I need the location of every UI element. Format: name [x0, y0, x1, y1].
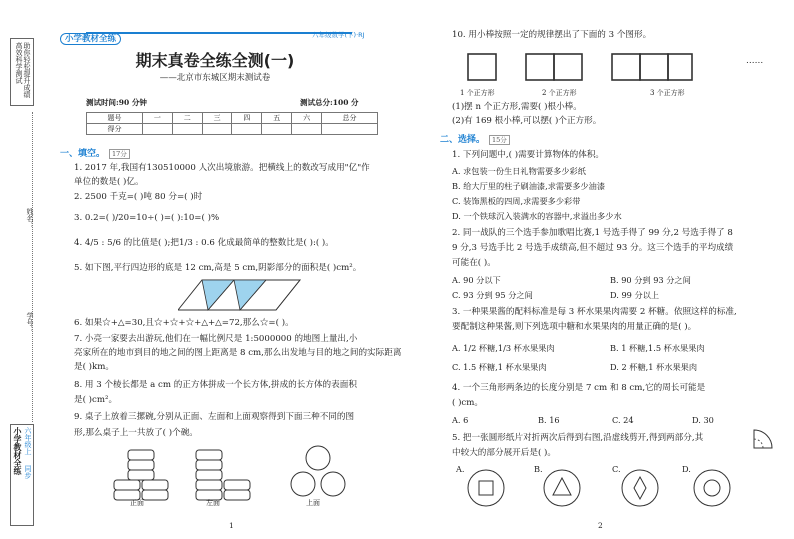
stick-square [668, 54, 692, 80]
option-2d[interactable]: D. 99 分以上 [610, 290, 660, 300]
choice-question-1: 1. 下列问题中,( )需要计算物体的体积。 [452, 150, 605, 160]
option-2a[interactable]: A. 90 分以下 [452, 275, 501, 285]
page-number-2: 2 [598, 521, 603, 530]
question-3: 3. 0.2=( )/20=10÷( )=( ):10=( )% [74, 213, 220, 223]
score-cell[interactable] [142, 124, 172, 135]
score-header-cell: 一 [142, 113, 172, 124]
matchstick-figures [464, 48, 694, 88]
choice-question-3b: 要配制这种果酱,则下列选项中糖和水果果肉的用量正确的是( )。 [452, 322, 697, 332]
left-view-figure [190, 446, 254, 512]
question-9b: 形,那么桌子上一共放了( )个碗。 [74, 428, 198, 438]
score-table-row [87, 124, 378, 135]
question-7b: 亮家所在的地市到目的地之间的图上距离是 8 cm,那么出发地与目的地之间的实际距离 [74, 348, 402, 358]
question-2: 2. 2500 千克=( )吨 80 分=( )时 [74, 192, 203, 202]
page-number-1: 1 [229, 521, 234, 530]
score-cell[interactable] [292, 124, 322, 135]
choice-question-4b: ( )cm。 [452, 398, 483, 408]
question-9a: 9. 桌子上放着三摞碗,分别从正面、左面和上面观察得到下面三种不同的图 [74, 412, 355, 422]
score-cell[interactable] [322, 124, 378, 135]
bowl-circle [306, 446, 330, 470]
cut-line [754, 439, 763, 448]
bowl-shape [114, 480, 140, 490]
option-3d[interactable]: D. 2 杯糖,1 杯水果果肉 [610, 362, 698, 372]
option-5b-figure[interactable] [542, 468, 582, 508]
option-5c-label[interactable]: C. [612, 464, 621, 474]
option-5d-label[interactable]: D. [682, 464, 691, 474]
question-7a: 7. 小亮一家要去出游玩,他们在一幅比例尺是 1:5000000 的地图上量出,小 [74, 334, 358, 344]
section-fill-blank: 一、填空。 17分 [60, 146, 130, 159]
option-3c[interactable]: C. 1.5 杯糖,1 杯水果果肉 [452, 362, 547, 372]
bottom-label-box [10, 424, 34, 526]
choice-question-2b: 9 分,3 号选手比 2 号选手成绩高,但不超过 93 分。这三个选手的平均成绩 [452, 243, 734, 253]
bowl-shape [196, 470, 222, 480]
binding-strip [0, 0, 44, 539]
stick-square [612, 54, 640, 80]
bottom-label-1: 小学教材全练 [13, 427, 23, 475]
score-cell[interactable] [232, 124, 262, 135]
choice-question-4a: 4. 一个三角形两条边的长度分别是 7 cm 和 8 cm,它的周长可能是 [452, 383, 706, 393]
stick-square [468, 54, 496, 80]
square-hole [479, 481, 493, 495]
stick-square [554, 54, 582, 80]
option-4a[interactable]: A. 6 [452, 415, 469, 425]
question-6: 6. 如果☆+△=30,且☆+☆+☆+△+△=72,那么☆=( )。 [74, 318, 294, 328]
option-5a-label[interactable]: A. [456, 464, 465, 474]
stick-square [526, 54, 554, 80]
bottom-label-2: 六年级上 [24, 427, 32, 455]
question-1b: 单位的数是( )亿。 [74, 177, 144, 187]
score-header-cell: 二 [172, 113, 202, 124]
stick-square [640, 54, 668, 80]
choice-question-5a: 5. 把一张圆形纸片对折两次后得到右图,沿虚线剪开,得到两部分,其 [452, 433, 704, 443]
question-8a: 8. 用 3 个棱长都是 a cm 的正方体拼成一个长方体,拼成的长方体的表面积 [74, 380, 357, 390]
option-1a[interactable]: A. 求包装一份生日礼物需要多少彩纸 [452, 166, 586, 176]
option-5d-figure[interactable] [692, 468, 732, 508]
bowl-shape [142, 480, 168, 490]
question-1a: 1. 2017 年,我国有130510000 人次出境旅游。把横线上的数改写成用"亿"作 [74, 163, 370, 173]
top-view-figure [286, 444, 350, 498]
score-header-cell: 三 [202, 113, 232, 124]
score-header-cell: 五 [262, 113, 292, 124]
score-row-label: 得分 [87, 124, 143, 135]
bowl-shape [224, 480, 250, 490]
option-1b[interactable]: B. 给大厅里的柱子刷油漆,求需要多少油漆 [452, 181, 606, 191]
bowl-circle [321, 472, 345, 496]
triangle-hole [553, 478, 571, 495]
test-time: 测试时间:90 分钟 [86, 98, 147, 107]
page-subtitle: ——北京市东城区期末测试卷 [159, 73, 271, 83]
question-10-1: (1)摆 n 个正方形,需要( )根小棒。 [452, 102, 582, 112]
grade-label: 六年级数学(下)·RJ [312, 31, 365, 39]
score-cell[interactable] [202, 124, 232, 135]
bowl-shape [128, 460, 154, 470]
circle-outline [544, 470, 580, 506]
shaded-triangle [202, 280, 234, 310]
score-header-cell: 总分 [322, 113, 378, 124]
score-header-cell: 六 [292, 113, 322, 124]
section-choice: 二、选择。 15分 [440, 132, 510, 145]
name-field-label: 姓名： [26, 208, 34, 229]
option-1c[interactable]: C. 装饰黑板的四周,求需要多少彩带 [452, 196, 581, 206]
front-view-label: 正面 [130, 499, 144, 507]
bowl-shape [128, 470, 154, 480]
page-title: 期末真卷全练全测(一) [135, 51, 295, 70]
choice-question-3a: 3. 一种果果酱的配料标准是每 3 杯水果果肉需要 2 杯糖。依照这样的标准, [452, 307, 737, 317]
choice-question-5b: 中较大的部分展开后是( )。 [452, 448, 556, 458]
points-badge: 17分 [109, 149, 130, 159]
figure-2-caption: 2 个正方形 [542, 89, 577, 97]
circle-hole [704, 480, 720, 496]
score-cell[interactable] [262, 124, 292, 135]
question-10: 10. 用小棒按照一定的规律摆出了下面的 3 个图形。 [452, 30, 652, 40]
option-4d[interactable]: D. 30 [692, 415, 714, 425]
binding-dotted-line [32, 112, 33, 422]
score-header-cell: 题号 [87, 113, 143, 124]
option-2c[interactable]: C. 93 分到 95 分之间 [452, 290, 533, 300]
shaded-triangle [234, 280, 266, 310]
figure-3-caption: 3 个正方形 [650, 89, 685, 97]
left-view-label: 左面 [206, 499, 220, 507]
option-4b[interactable]: B. 16 [538, 415, 560, 425]
bowl-shape [196, 460, 222, 470]
top-view-label: 上面 [306, 499, 320, 507]
top-label-1: 高效科学测试 [15, 42, 23, 84]
id-field-label: 学号： [26, 312, 34, 333]
option-4c[interactable]: C. 24 [612, 415, 634, 425]
bowl-circle [291, 472, 315, 496]
bottom-badge: 同步 [24, 465, 32, 479]
option-2b[interactable]: B. 90 分到 93 分之间 [610, 275, 691, 285]
quarter-circle [754, 430, 772, 448]
option-5b-label[interactable]: B. [534, 464, 543, 474]
score-table-header [87, 113, 378, 124]
question-10-2: (2)有 169 根小棒,可以摆( )个正方形。 [452, 116, 602, 126]
choice-question-2c: 可能在( )。 [452, 258, 496, 268]
figure-ellipsis: …… [746, 56, 764, 66]
score-cell[interactable] [172, 124, 202, 135]
header-rule [86, 32, 352, 34]
score-header-cell: 四 [232, 113, 262, 124]
circle-outline [468, 470, 504, 506]
question-5: 5. 如下图,平行四边形的底是 12 cm,高是 5 cm,阴影部分的面积是( )cm²。 [74, 263, 362, 273]
bowl-shape [128, 450, 154, 460]
top-label-2: 助你轻松提升成绩 [23, 42, 31, 98]
circle-outline [622, 470, 658, 506]
folded-paper-figure [752, 428, 774, 450]
option-3a[interactable]: A. 1/2 杯糖,1/3 杯水果果肉 [452, 343, 555, 353]
brand-logo: 小学教材全练 [60, 26, 121, 45]
bowl-shape [196, 480, 222, 490]
parallelogram-figure [178, 278, 302, 312]
bowl-shape [196, 450, 222, 460]
option-5a-figure[interactable] [466, 468, 506, 508]
option-3b[interactable]: B. 1 杯糖,1.5 杯水果果肉 [610, 343, 705, 353]
points-badge: 15分 [489, 135, 510, 145]
question-8b: 是( )cm²。 [74, 395, 118, 405]
figure-1-caption: 1 个正方形 [460, 89, 495, 97]
option-5c-figure[interactable] [620, 468, 660, 508]
circle-outline [694, 470, 730, 506]
diamond-hole [634, 477, 646, 499]
bowl-shape [224, 490, 250, 500]
question-7c: 是( )km。 [74, 362, 114, 372]
choice-question-2a: 2. 同一战队的三个选手参加歌唱比赛,1 号选手得了 99 分,2 号选手得了 8 [452, 228, 733, 238]
question-4: 4. 4/5 : 5/6 的比值是( );把1/3 : 0.6 化成最简单的整数比是( ):( )。 [74, 238, 334, 248]
test-score-total: 测试总分:100 分 [300, 98, 359, 107]
bowl-shape [142, 490, 168, 500]
score-table [86, 112, 378, 135]
top-label-box [10, 38, 34, 106]
option-1d[interactable]: D. 一个铁球沉入装满水的容器中,求溢出多少水 [452, 211, 622, 221]
